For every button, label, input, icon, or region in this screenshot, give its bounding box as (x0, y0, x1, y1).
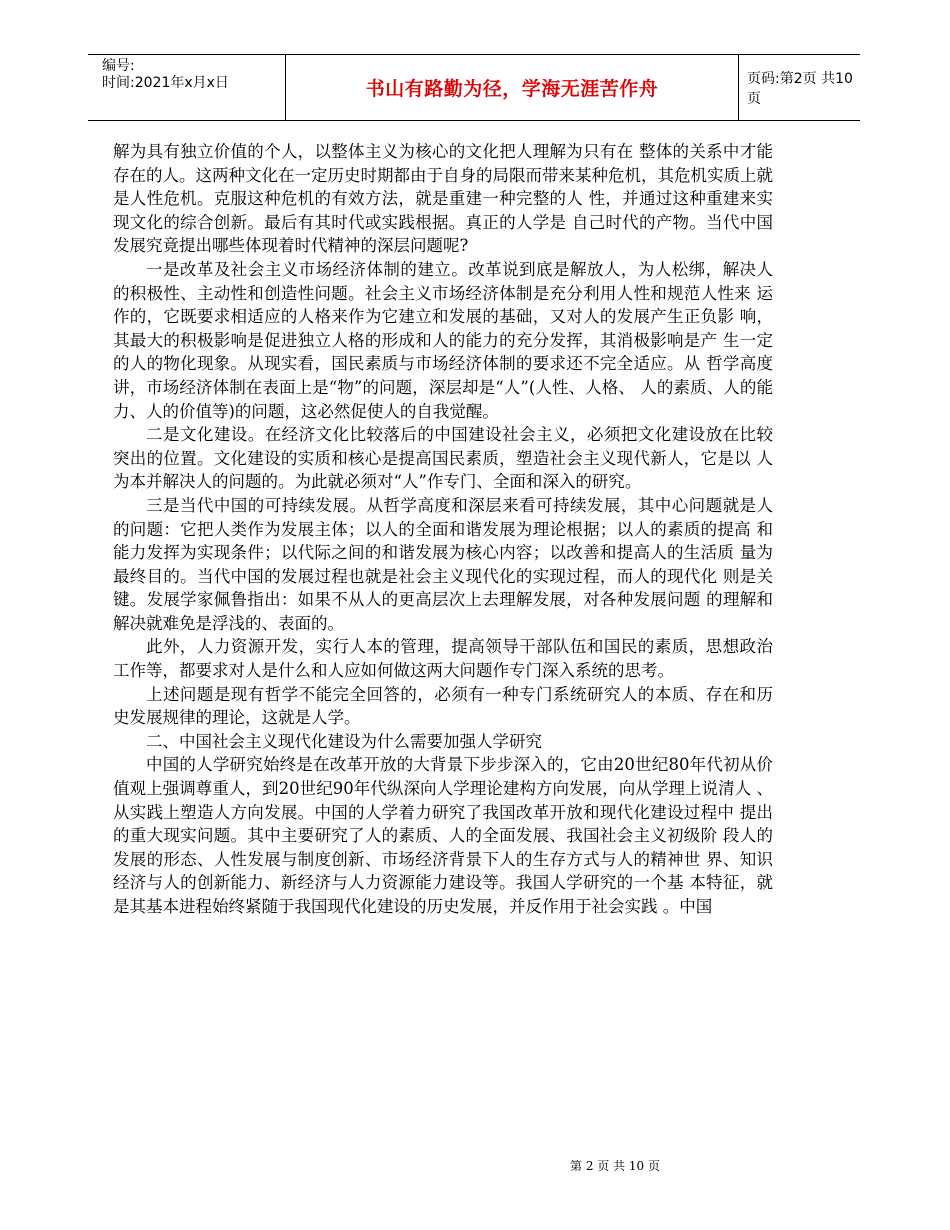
paragraph: 一是改革及社会主义市场经济体制的建立。改革说到底是解放人，为人松绑，解决人 的积极性、主动性和创造性问题。社会主义市场经济体制是充分利用人性和规范人性来 运作的，它既要求相适应的人格来作为它建立和发展的基础，又对人的发展产生正负影 响，其最大的积极影响是促进独立人格的形成和人的能力的充分发挥，其消极影响是产 生一定的人的物化现象。从现实看，国民素质与市场经济体制的要求还不完全适应。从 哲学高度讲，市场经济体制在表面上是“物”的问题，深层却是“人”(人性、人格、 人的素质、人的能力、人的价值等)的问题，这必然促使人的自我觉醒。 (113, 259, 773, 421)
page-header (88, 54, 860, 121)
document-time: 时间:2021年x月x日 (102, 75, 229, 91)
section-heading: 二、中国社会主义现代化建设为什么需要加强人学研究 (146, 731, 542, 751)
paragraph: 三是当代中国的可持续发展。从哲学高度和深层来看可持续发展，其中心问题就是人 的问题：它把人类作为发展主体；以人的全面和谐发展为理论根据；以人的素质的提高 和能力发挥为实现条件；以代际之间的和谐发展为核心内容；以改善和提高人的生活质 量为最终目的。当代中国的发展过程也就是社会主义现代化的实现过程，而人的现代化 则是关键。发展学家佩鲁指出：如果不从人的更高层次上去理解发展，对各种发展问题 的理解和解决就难免是浮浅的、表面的。 (113, 495, 773, 633)
paragraph: 上述问题是现有哲学不能完全回答的，必须有一种专门系统研究人的本质、存在和历 史发展规律的理论，这就是人学。 (113, 684, 773, 728)
document-body (113, 140, 773, 919)
header-page-info: 页码:第2页 共10页 (747, 70, 853, 107)
paragraph: 二是文化建设。在经济文化比较落后的中国建设社会主义，必须把文化建设放在比较 突出的位置。文化建设的实质和核心是提高国民素质，塑造社会主义现代新人，它是以 人为本并解决人的问题的。为此就必须对“人”作专门、全面和深入的研究。 (113, 425, 773, 492)
header-meta (88, 55, 285, 120)
paragraph: 中国的人学研究始终是在改革开放的大背景下步步深入的，它由20世纪80年代初从价 值观上强调尊重人，到20世纪90年代纵深向人学理论建构方向发展，向从学理上说清人 、从实践上塑造人方向发展。中国的人学着力研究了我国改革开放和现代化建设过程中 提出的重大现实问题。其中主要研究了人的素质、人的全面发展、我国社会主义初级阶 段人的发展的形态、人性发展与制度创新、市场经济背景下人的生存方式与人的精神世 界、知识经济与人的创新能力、新经济与人力资源能力建设等。我国人学研究的一个基 本特征，就是其基本进程始终紧随于我国现代化建设的历史发展，并反作用于社会实践 。中国 (113, 755, 773, 916)
paragraph: 解为具有独立价值的个人，以整体主义为核心的文化把人理解为只有在 整体的关系中才能存在的人。这两种文化在一定历史时期都由于自身的局限而带来某种危机，其危机实质上就是人性危机。克服这种危机的有效方法，就是重建一种完整的人 性，并通过这种重建来实现文化的综合创新。最后有其时代或实践根据。真正的人学是 自己时代的产物。当代中国发展究竟提出哪些体现着时代精神的深层问题呢? (113, 142, 773, 256)
page-footer: 第 2 页 共 10 页 (570, 1159, 660, 1173)
paragraph: 此外，人力资源开发，实行人本的管理，提高领导干部队伍和国民的素质，思想政治 工作等，都要求对人是什么和人应如何做这两大问题作专门深入系统的思考。 (113, 637, 773, 681)
document-number-label: 编号: (102, 58, 135, 74)
header-motto: 书山有路勤为径，学海无涯苦作舟 (285, 55, 739, 120)
